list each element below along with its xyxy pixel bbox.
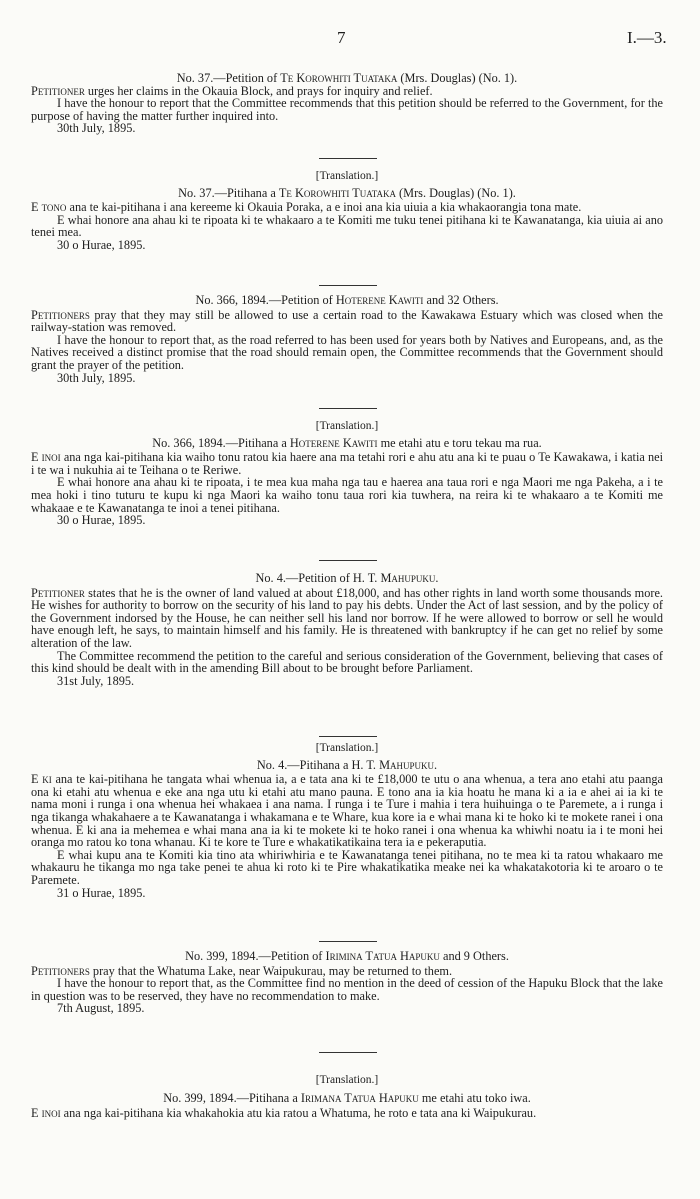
- committee-report: E whai honore ana ahau ki te ripoata ki te whakaaro a te Komiti me tuku tenei pitihana ki te Kawanatanga, kia uiuia ai ano tenei mea.: [31, 212, 663, 240]
- petition-title: No. 4.—Petition of H. T. Mahupuku.: [255, 571, 439, 585]
- committee-report: I have the honour to report that the Committee recommends that this petition should be referred to the Government, for the purpose of having the matter further inquired into.: [31, 96, 663, 123]
- petition-title: No. 366, 1894.—Pitihana a Hoterene Kawiti me etahi atu e toru tekau ma rua.: [152, 435, 542, 450]
- divider: [319, 158, 377, 159]
- petition-summary: Petitioners pray that they may still be allowed to use a certain road to the Kawakawa Estuary which was closed when the railway-station was removed.: [31, 307, 663, 335]
- petition-summary: E inoi ana nga kai-pitihana kia waiho tonu ratou kia haere ana ma tetahi rori e ahu atu ana ki te puau o Te Kawakawa, i katia nei i te wa i nukuhia ai te Teihana o te Reriwe.: [31, 450, 663, 477]
- petition-title: No. 399, 1894.—Petition of Irimina Tatua Hapuku and 9 Others.: [185, 949, 509, 963]
- divider: [319, 285, 377, 286]
- divider: [319, 560, 377, 561]
- petition-summary: Petitioner states that he is the owner of land valued at about £18,000, and has other rights in land worth some thousands more. He wishes for authority to borrow on the security of his land to pay his debts. Under the Act of last session, and by the policy of the Government indorsed by the House, he can neither sell his land nor borrow. If he were allowed to borrow or sell he would have enough left, he says, to maintain himself and his family. He is threatened with bankruptcy if he can get no relief by some alteration of the law.: [31, 585, 663, 650]
- document-reference: I.—3.: [627, 28, 667, 47]
- report-date: 30 o Hurae, 1895.: [57, 237, 146, 252]
- report-date: 7th August, 1895.: [57, 1001, 145, 1016]
- petition-summary: E ki ana te kai-pitihana he tangata whai whenua ia, a e tata ana ki te £18,000 te utu o ana whenua, a tera ano etahi atu paanga ona ki etahi atu whenua e eke ana nga utu ki etahi atu mano pauna. E tono ana ia kia hoatu he mana ki a ia e ahei ai ia ki te nama moni i runga i ona whenua hei whakaea i ana nama. I runga i te Ture i mahia i tera huihuinga o te Paremete, a i runga i nga tikanga whakahaere a te Kawanatanga i whakamana e te Whare, kua kore ia e whai mana ki te hoko ki te mokete ranei i ona whenua. E ki ana ia mehemea e whai mana ana ia ki te mokete ki te hoko ranei i ona whenua ka whiwhi noatu ia i te moni hei oranga mo ratou ko tona whanau. Ki te kore te Ture e whakatikatikaina tera ia e pekeraputia.: [31, 772, 663, 850]
- committee-report: E whai honore ana ahau ki te ripoata, i te mea kua maha nga tau e haerea ana taua rori e nga Maori me nga Pakeha, a i te mea hoki i tino tuturu te kupu ki nga Maori ka waiho tonu taua rori kia tuwhera, na reira ki te whakaaro a te Komiti me whakaae e te Kawanatanga te inoi a tenei pitihana.: [31, 475, 663, 515]
- translation-label: [Translation.]: [315, 170, 379, 182]
- committee-report: I have the honour to report that, as the road referred to has been used for years both by Natives and Europeans, and, as the Natives received a distinct promise that the road should remain open, the Committee recommends that the Government should grant the prayer of the petition.: [31, 332, 663, 372]
- translation-section: [31, 742, 663, 899]
- petition-section: [31, 294, 663, 384]
- petition-summary: Petitioners pray that the Whatuma Lake, near Waipukurau, may be returned to them.: [31, 963, 453, 978]
- translation-label: [Translation.]: [315, 1074, 379, 1086]
- report-date: 30 o Hurae, 1895.: [57, 513, 146, 528]
- committee-report: E whai kupu ana te Komiti kia tino ata whiriwhiria e te Kawanatanga tenei pitihana, no te mea ki ta ratou whakaaro me whakauru he tikanga mo nga take penei te ahua ki roto ki te Pire whakatikatika meake nei ka whakatakotoria ki te aroaro o te Paremete.: [31, 847, 663, 887]
- translation-section: [31, 420, 663, 527]
- divider: [319, 941, 377, 942]
- committee-report: I have the honour to report that, as the Committee find no mention in the deed of cession of the Hapuku Block that the lake in question was to be reserved, they have no recommendation to make.: [31, 976, 663, 1003]
- petition-title: No. 4.—Pitihana a H. T. Mahupuku.: [256, 757, 438, 772]
- petition-summary: E inoi ana nga kai-pitihana kia whakahokia atu kia ratou a Whatuma, he roto e tata ana ki Waipukurau.: [31, 1106, 537, 1121]
- petition-section: [31, 950, 663, 1015]
- divider: [319, 736, 377, 737]
- translation-label: [Translation.]: [315, 742, 379, 754]
- petition-section: [31, 572, 663, 687]
- report-date: 30th July, 1895.: [57, 121, 136, 136]
- petition-title: No. 366, 1894.—Petition of Hoterene Kawiti and 32 Others.: [195, 293, 499, 307]
- report-date: 31 o Hurae, 1895.: [57, 885, 146, 900]
- petition-title: No. 399, 1894.—Pitihana a Irimana Tatua Hapuku me etahi atu toko iwa.: [163, 1090, 531, 1105]
- petition-section: [31, 72, 663, 135]
- petition-summary: E tono ana te kai-pitihana i ana kereeme ki Okauia Poraka, a e inoi ana kia uiuia a kia whakaorangia tona mate.: [31, 200, 582, 215]
- translation-section: [31, 1074, 663, 1120]
- divider: [319, 1052, 377, 1053]
- committee-report: The Committee recommend the petition to the careful and serious consideration of the Government, believing that cases of this kind should be dealt with in the amending Bill about to be brought before Parliament.: [31, 648, 663, 676]
- petition-summary: Petitioner urges her claims in the Okauia Block, and prays for inquiry and relief.: [31, 83, 433, 98]
- translation-label: [Translation.]: [315, 420, 379, 432]
- report-date: 30th July, 1895.: [57, 370, 136, 385]
- translation-section: [31, 170, 663, 252]
- petition-title: No. 37.—Pitihana a Te Korowhiti Tuataka (Mrs. Douglas) (No. 1).: [178, 185, 516, 200]
- page-number: 7: [337, 28, 346, 47]
- divider: [319, 408, 377, 409]
- petition-title: No. 37.—Petition of Te Korowhiti Tuataka (Mrs. Douglas) (No. 1).: [176, 71, 518, 85]
- report-date: 31st July, 1895.: [57, 673, 135, 688]
